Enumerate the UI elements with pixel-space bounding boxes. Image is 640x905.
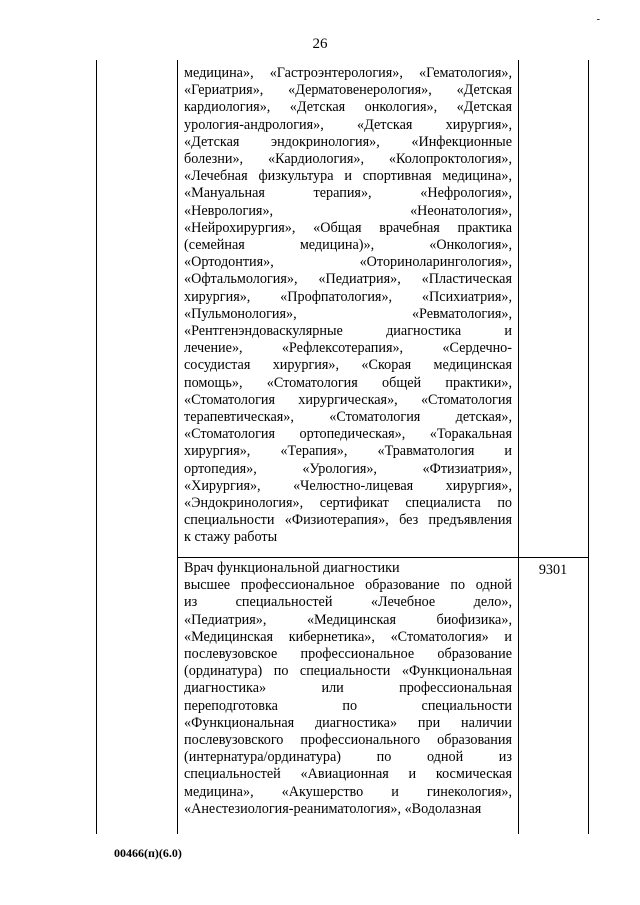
text-line: «Педиатрия», «Медицинская биофизика», bbox=[184, 611, 512, 628]
table-column-border-left bbox=[177, 60, 178, 834]
text-line: послевузовское профессиональное образование bbox=[184, 646, 512, 663]
requirements-cell-row2 bbox=[184, 560, 512, 818]
text-line: «Гериатрия», «Дерматовенерология», «Детская bbox=[184, 82, 512, 99]
text-line: болезни», «Кардиология», «Колопроктология», bbox=[184, 151, 512, 168]
text-line: переподготовка по специальности bbox=[184, 697, 512, 714]
text-line: «Анестезиология-реаниматология», «Водолазная bbox=[184, 800, 482, 817]
text-line: «Офтальмология», «Педиатрия», «Пластическая bbox=[184, 271, 512, 288]
text-line: (семейная медицина)», «Онкология», bbox=[184, 237, 512, 254]
text-line: «Детская эндокринология», «Инфекционные bbox=[184, 133, 512, 150]
text-line: кардиология», «Детская онкология», «Детская bbox=[184, 99, 512, 116]
text-line: «Рентгенэндоваскулярные диагностика и bbox=[184, 323, 512, 340]
text-line: к стажу работы bbox=[184, 529, 278, 546]
text-line: «Ортодонтия», «Оториноларингология», bbox=[184, 254, 512, 271]
text-line: сосудистая хирургия», «Скорая медицинская bbox=[184, 357, 512, 374]
position-title: Врач функциональной диагностики bbox=[184, 560, 400, 576]
table-column-border-right bbox=[588, 60, 589, 834]
text-line: медицина», «Гастроэнтерология», «Гематология», bbox=[184, 65, 512, 81]
text-line: специальностей «Авиационная и космическая bbox=[184, 766, 512, 783]
requirements-cell-row1 bbox=[184, 65, 512, 547]
text-line: «Функциональная диагностика» при наличии bbox=[184, 714, 512, 731]
text-line: (ординатура) по специальности «Функциональная bbox=[184, 663, 512, 680]
table-column-border-middle bbox=[518, 60, 519, 834]
text-line: «Нейрохирургия», «Общая врачебная практика bbox=[184, 219, 512, 236]
text-line: «Эндокринология», сертификат специалиста по bbox=[184, 495, 512, 512]
text-line: «Медицинская кибернетика», «Стоматология» и bbox=[184, 628, 512, 645]
text-line: медицина», «Акушерство и гинекология», bbox=[184, 783, 512, 800]
text-line: ортопедия», «Урология», «Фтизиатрия», bbox=[184, 460, 512, 477]
text-line: хирургия», «Профпатология», «Психиатрия», bbox=[184, 288, 512, 305]
table-left-rule bbox=[96, 60, 97, 834]
document-code: 00466(п)(6.0) bbox=[114, 846, 182, 860]
text-line: из специальностей «Лечебное дело», bbox=[184, 594, 512, 611]
text-line: высшее профессиональное образование по одной bbox=[184, 577, 512, 594]
text-line: специальности «Физиотерапия», без предъявления bbox=[184, 512, 512, 529]
text-line: «Мануальная терапия», «Нефрология», bbox=[184, 185, 512, 202]
text-line: «Стоматология хирургическая», «Стоматология bbox=[184, 391, 512, 408]
position-code: 9301 bbox=[538, 562, 568, 578]
text-line: послевузовского профессионального образования bbox=[184, 732, 512, 749]
text-line: «Неврология», «Неонатология», bbox=[184, 202, 512, 219]
corner-mark: - bbox=[596, 14, 600, 25]
text-line: терапевтическая», «Стоматология детская», bbox=[184, 409, 512, 426]
text-line: хирургия», «Терапия», «Травматология и bbox=[184, 443, 512, 460]
text-line: диагностика» или профессиональная bbox=[184, 680, 512, 697]
text-line: «Пульмонология», «Ревматология», bbox=[184, 305, 512, 322]
text-line: лечение», «Рефлексотерапия», «Сердечно- bbox=[184, 340, 512, 357]
text-line: «Лечебная физкультура и спортивная медицина», bbox=[184, 168, 512, 185]
qualification-table bbox=[96, 60, 588, 834]
table-row-divider bbox=[177, 557, 588, 558]
text-line: «Хирургия», «Челюстно-лицевая хирургия», bbox=[184, 477, 512, 494]
text-line: помощь», «Стоматология общей практики», bbox=[184, 374, 512, 391]
page-number: 26 bbox=[312, 36, 328, 52]
text-line: урология-андрология», «Детская хирургия», bbox=[184, 116, 512, 133]
text-line: (интернатура/ординатура) по одной из bbox=[184, 749, 512, 766]
text-line: «Стоматология ортопедическая», «Торакальная bbox=[184, 426, 512, 443]
